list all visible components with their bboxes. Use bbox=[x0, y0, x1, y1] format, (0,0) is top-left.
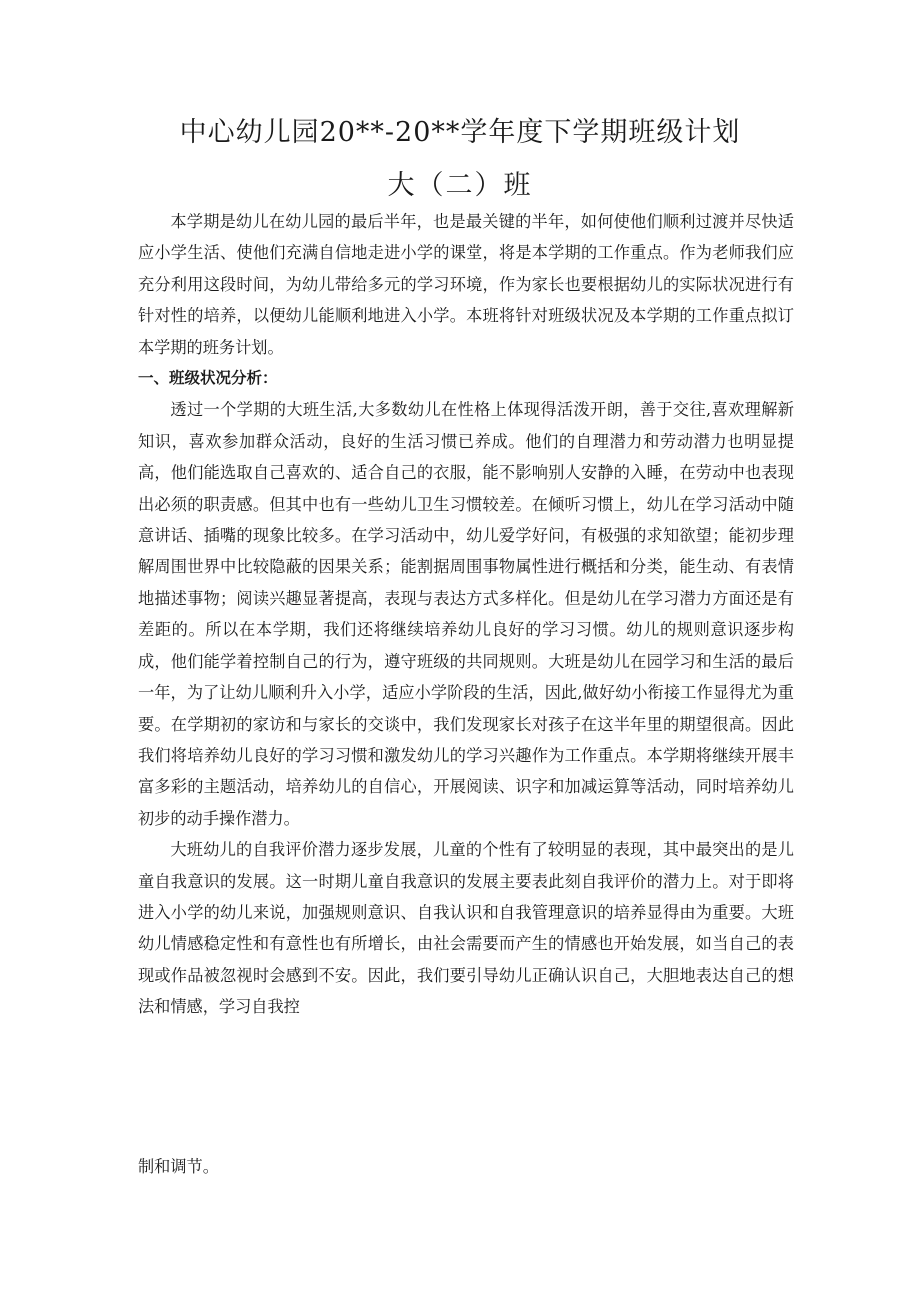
section-heading-class-analysis: 一、班级状况分析： bbox=[138, 369, 278, 388]
class-analysis-paragraph-1: 透过一个学期的大班生活,大多数幼儿在性格上体现得活泼开朗，善于交往,喜欢理解新知识，喜欢参加群众活动，良好的生活习惯已养成。他们的自理潜力和劳动潜力也明显提高，他们能选取自己喜欢的、适合自己的衣服，能不影响别人安静的入睡，在劳动中也表现出必须的职责感。但其中也有一些幼儿卫生习惯较差。在倾听习惯上，幼儿在学习活动中随意讲话、插嘴的现象比较多。在学习活动中，幼儿爱学好问，有极强的求知欲望；能初步理解周围世界中比较隐蔽的因果关系；能割据周围事物属性进行概括和分类，能生动、有表情地描述事物；阅读兴趣显著提高，表现与表达方式多样化。但是幼儿在学习潜力方面还是有差距的。所以在本学期，我们还将继续培养幼儿良好的学习习惯。幼儿的规则意识逐步构成，他们能学着控制自己的行为，遵守班级的共同规则。大班是幼儿在园学习和生活的最后一年，为了让幼儿顺利升入小学，适应小学阶段的生活，因此,做好幼小衔接工作显得尤为重要。在学期初的家访和与家长的交谈中，我们发现家长对孩子在这半年里的期望很高。因此我们将培养幼儿良好的学习习惯和激发幼儿的学习兴趣作为工作重点。本学期将继续开展丰富多彩的主题活动，培养幼儿的自信心，开展阅读、识字和加减运算等活动，同时培养幼儿初步的动手操作潜力。 bbox=[138, 400, 794, 828]
document-title: 中心幼儿园20**-20**学年度下学期班级计划 bbox=[179, 117, 741, 148]
class-analysis-paragraph-tail: 制和调节。 bbox=[138, 1157, 219, 1176]
document-body bbox=[138, 206, 794, 1023]
intro-paragraph: 本学期是幼儿在幼儿园的最后半年，也是最关键的半年，如何使他们顺利过渡并尽快适应小学生活、使他们充满自信地走进小学的课堂，将是本学期的工作重点。作为老师我们应充分利用这段时间，为幼儿带给多元的学习环境，作为家长也要根据幼儿的实际状况进行有针对性的培养，以便幼儿能顺利地进入小学。本班将针对班级状况及本学期的工作重点拟订本学期的班务计划。 bbox=[138, 212, 794, 357]
document-subtitle: 大（二）班 bbox=[387, 170, 533, 201]
class-analysis-paragraph-2: 大班幼儿的自我评价潜力逐步发展，儿童的个性有了较明显的表现，其中最突出的是儿童自我意识的发展。这一时期儿童自我意识的发展主要表此刻自我评价的潜力上。对于即将进入小学的幼儿来说，加强规则意识、自我认识和自我管理意识的培养显得由为重要。大班幼儿情感稳定性和有意性也有所增长，由社会需要而产生的情感也开始发展，如当自己的表现或作品被忽视时会感到不安。因此，我们要引导幼儿正确认识自己，大胆地表达自己的想法和情感，学习自我控 bbox=[138, 840, 794, 1017]
